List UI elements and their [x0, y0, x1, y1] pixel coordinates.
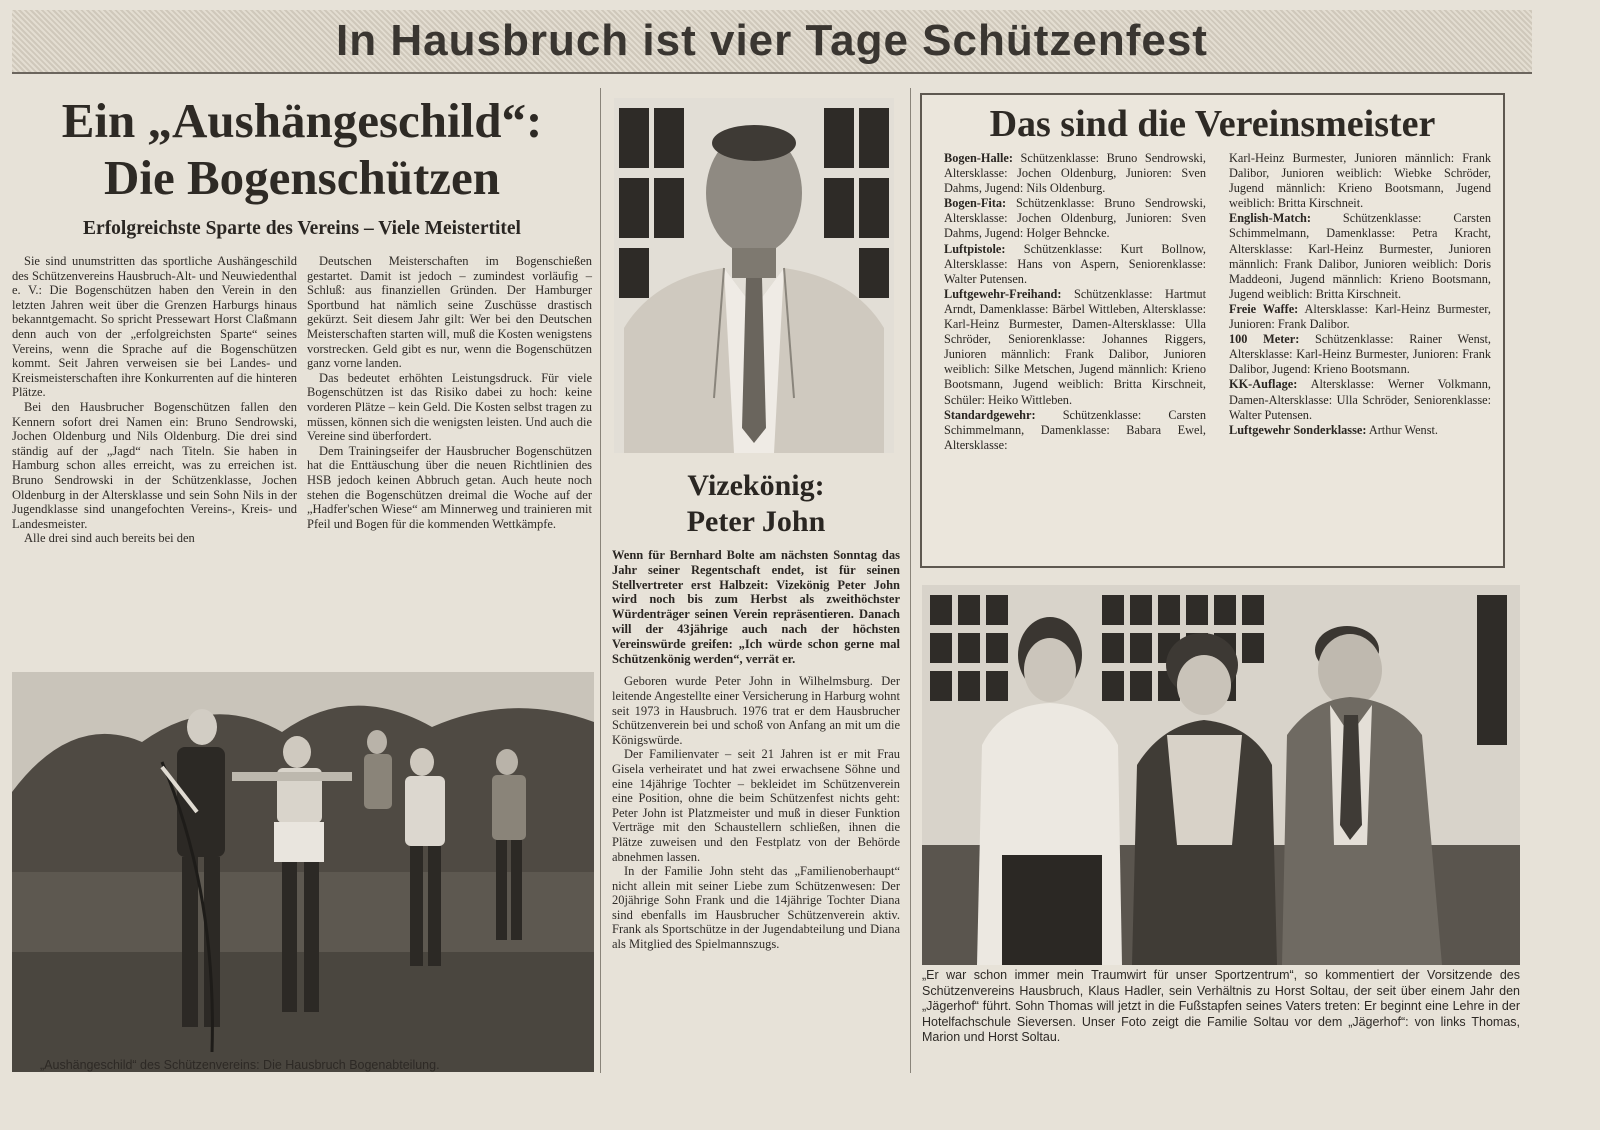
champion-entry: [944, 408, 1206, 453]
discipline-label: Luftpistole:: [944, 241, 1006, 256]
vice-king-headline: [612, 468, 900, 540]
champions-column-1: [944, 151, 1206, 453]
paragraph: Dem Trainingseifer der Hausbrucher Bogenschützen hat die Enttäuschung über die neuen Richtlinien des HSB jedoch keinen Abbruch getan. Auch heute noch stehen die Bogenschützen dreimal die Woche auf der „Hadfer'schen Wiese“ am Minnerweg und trainieren mit Pfeil und Bogen für die kommenden Wettkämpfe.: [307, 443, 592, 531]
champions-title: Das sind die Vereinsmeister: [989, 103, 1436, 145]
discipline-label: 100 Meter:: [1229, 332, 1300, 347]
paragraph: Der Familienvater – seit 21 Jahren ist er mit Frau Gisela verheiratet und hat zwei erwachsene Söhne und eine 14jährige Tochter – bekleidet im Schützenverein eine Position, ohne die beim Schützenfest nichts geht: Peter John ist Platzmeister und muß in dieser Funktion Verträge mit den Schaustellern schließen, ihnen die Plätze zuweisen und den Festplatz von der Behörde abnehmen lassen.: [612, 747, 900, 864]
discipline-label: Freie Waffe:: [1229, 301, 1299, 316]
entry-text: Schützenklasse: Carsten Schimmelmann, Damenklasse: Babara Ewel, Altersklasse:: [944, 407, 1206, 452]
paragraph: Geboren wurde Peter John in Wilhelmsburg. Der leitende Angestellte einer Versicherung in Harburg wohnt seit 1973 in Hausbruch. 1976 trat er dem Hausbrucher Schützenverein bei und schoß von Anfang an mit um die Königswürde.: [612, 674, 900, 747]
paragraph: Sie sind unumstritten das sportliche Aushängeschild des Schützenvereins Hausbruch-Alt- und Neuwiedenthal e. V.: Die Bogenschützen haben den Verein in den letzten Jahren weit über die Grenzen Harburgs hinaus bekanntgemacht. So spricht Pressewart Horst Claßmann denn auch von der „erfolgreichsten Sparte“ seines Vereins, wenn die Sprache auf die Bogenschützen kommt. Seit Jahren verweisen sie bei Landes- und Kreismeisterschaften ihre Konkurrenten auf die hinteren Plätze.: [12, 254, 297, 400]
paragraph: Alle drei sind auch bereits bei den: [24, 531, 195, 546]
entry-text: Karl-Heinz Burmester, Junioren männlich: Frank Dalibor, Junioren weiblich: Wiebke Schröder, Jugend männlich: Krieno Bootsmann, Jugend weiblich: Britta Kirschneit.: [1229, 151, 1491, 211]
champion-entry: [1229, 423, 1491, 438]
champion-entry: [944, 196, 1206, 241]
champion-entry: [944, 242, 1206, 287]
archers-column-2: [307, 254, 592, 546]
champion-entry: [1229, 211, 1491, 302]
champion-entry: [1229, 332, 1491, 377]
discipline-label: Luftgewehr-Freihand:: [944, 286, 1062, 301]
archers-article: [12, 92, 592, 546]
discipline-label: Bogen-Halle:: [944, 151, 1013, 165]
paragraph: In der Familie John steht das „Familienoberhaupt“ nicht allein mit seiner Liebe zum Schützenwesen: Der 20jährige Sohn Frank und die 14jährige Tochter Diana sind ebenfalls im Hausbrucher Schützenverein aktiv. Frank als Sportschütze in der Jugendabteilung und Diana als Mitglied des Spielmannszugs.: [612, 864, 900, 952]
paragraph: Bei den Hausbrucher Bogenschützen fallen den Kennern sofort drei Namen ein: Bruno Sendrowski, Jochen Oldenburg und Nils Oldenburg. Die drei sind ständig auf der „Jagd“ nach Titeln. Sie haben in Hamburg schon alles erreicht, was zu erreichen ist. Bruno Sendrowski in der Schützenklasse, Jochen Oldenburg in der Altersklasse und sein Sohn Nils in der Jugendklasse sind unangefochten Vereins-, Kreis- und Landesmeister.: [12, 399, 297, 531]
headline-line-2: Peter John: [686, 505, 826, 538]
archers-subheadline: Erfolgreichste Sparte des Vereins – Viele Meistertitel: [83, 218, 521, 239]
champion-entry: [1229, 377, 1491, 422]
column-rule: [600, 88, 601, 1073]
page-banner: [12, 10, 1532, 74]
banner-title: In Hausbruch ist vier Tage Schützenfest: [336, 16, 1208, 65]
paragraph: Deutschen Meisterschaften im Bogenschießen gestartet. Damit ist jedoch – zumindest vorläufig – Schluß: aus finanziellen Gründen. Der Hamburger Sportbund hat nämlich seine Zuschüsse drastisch gekürzt. Seit diesem Jahr gilt: Wer bei den Deutschen Meisterschaften starten will, muß die Kosten wenigstens vorstrecken. Geld gibt es nur, wenn die Bogenschützen ganz vorne landen.: [307, 254, 592, 371]
paragraph: Das bedeutet erhöhten Leistungsdruck. Für viele Bogenschützen ist das Risiko dabei zu hoch: keine vorderen Plätze – kein Geld. Die Kosten selbst tragen zu müssen, können sich die wenigsten leisten. Und auch die Vereine sind überfordert.: [307, 370, 592, 444]
champions-columns: [922, 151, 1503, 453]
vice-king-lead: Wenn für Bernhard Bolte am nächsten Sonntag das Jahr seiner Regentschaft endet, ist für seinen Stellvertreter erst Halbzeit: Vizekönig Peter John wird noch bis zum Herbst als zweithöchster Würdenträger seinen Verein repräsentieren. Danach will der 43jährige auch nach der höchsten Vereinswürde greifen: „Ich würde schon gerne mal Schützenkönig werden“, verrät er.: [612, 548, 900, 666]
archers-headline: [12, 92, 592, 206]
entry-text: Schützenklasse: Carsten Schimmelmann, Damenklasse: Petra Kracht, Altersklasse: Karl-Heinz Burmester, Junioren männlich: Frank Dalibor, Junioren weiblich: Doris Maddeoni, Jugend männlich: Krieno Bootsmann, Jugend weiblich: Britta Kirschneit.: [1229, 211, 1491, 301]
discipline-label: English-Match:: [1229, 211, 1311, 226]
archers-column-1: [12, 254, 297, 546]
discipline-label: KK-Auflage:: [1229, 377, 1298, 392]
entry-text: Schützenklasse: Bruno Sendrowski, Altersklasse: Jochen Oldenburg, Junioren: Sven Dahms, Jugend: Nils Oldenburg.: [944, 151, 1206, 196]
family-photo: [922, 585, 1520, 965]
discipline-label: Standardgewehr:: [944, 407, 1036, 422]
column-rule: [910, 88, 911, 1073]
entry-text: Arthur Wenst.: [1366, 422, 1438, 437]
entry-text: Altersklasse: Karl-Heinz Burmester, Junioren: Frank Dalibor.: [1229, 301, 1491, 332]
entry-text: Schützenklasse: Hartmut Arndt, Damenklasse: Bärbel Wittleben, Altersklasse: Karl-Heinz Burmester, Damen-Altersklasse: Ulla Schröder, Seniorenklasse: Johannes Riggers, Junioren männlich: Frank Dalibor, Junioren weiblich: Silke Metschen, Jugend männlich: Krieno Bootsmann, Jugend weiblich: Britta Kirschneit, Schüler: Heiko Wittleben.: [944, 286, 1206, 407]
discipline-label: Bogen-Fita:: [944, 196, 1007, 211]
champion-entry: [1229, 151, 1491, 211]
champion-entry: [944, 287, 1206, 408]
champion-entry: [1229, 302, 1491, 332]
archers-photo-caption: „Aushängeschild“ des Schützenvereins: Die Hausbruch Bogenabteilung.: [40, 1058, 440, 1072]
discipline-label: Luftgewehr Sonderklasse:: [1229, 422, 1367, 437]
entry-text: Schützenklasse: Kurt Bollnow, Altersklasse: Hans von Aspern, Seniorenklasse: Walter Putensen.: [944, 241, 1206, 286]
entry-text: Schützenklasse: Rainer Wenst, Altersklasse: Karl-Heinz Burmester, Junioren: Frank Dalibor, Jugend: Krieno Bootsmann.: [1229, 332, 1491, 377]
archers-body: [12, 254, 592, 546]
champion-entry: [944, 151, 1206, 196]
family-photo-caption: „Er war schon immer mein Traumwirt für unser Sportzentrum“, so kommentiert der Vorsitzende des Schützenvereins Hausbruch, Klaus Hadler, sein Verhältnis zu Horst Soltau, der seit über einem Jahr den „Jägerhof“ führt. Sohn Thomas will jetzt in die Fußstapfen seines Vaters treten: Er beginnt eine Lehre in der Hotelfachschule Sieversen. Unser Foto zeigt die Familie Soltau vor dem „Jägerhof“: von links Thomas, Marion und Horst Soltau.: [922, 968, 1520, 1044]
champions-column-2: [1229, 151, 1491, 453]
headline-line-1: Ein „Aushängeschild“:: [61, 93, 543, 148]
entry-text: Schützenklasse: Bruno Sendrowski, Altersklasse: Jochen Oldenburg, Junioren: Sven Dahms, Jugend: Holger Behncke.: [944, 196, 1206, 241]
archers-photo: [12, 672, 594, 1072]
club-champions-box: [920, 93, 1505, 568]
headline-line-1: Vizekönig:: [687, 469, 825, 502]
vice-king-body: [612, 674, 900, 951]
portrait-photo: [614, 98, 894, 453]
entry-text: Altersklasse: Werner Volkmann, Damen-Altersklasse: Ulla Schröder, Seniorenklasse: Walter Putensen.: [1229, 377, 1491, 422]
vice-king-article: [612, 468, 900, 952]
headline-line-2: Die Bogenschützen: [103, 150, 501, 205]
